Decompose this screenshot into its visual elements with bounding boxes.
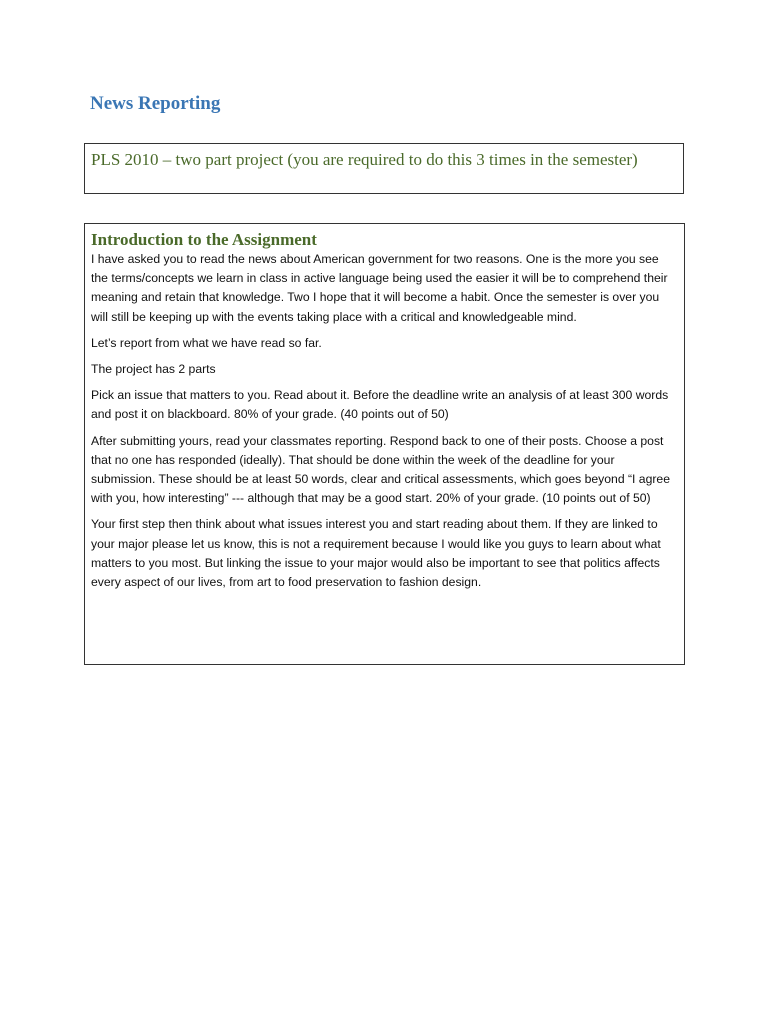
project-box bbox=[84, 143, 684, 194]
paragraph-report: Let’s report from what we have read so far. bbox=[91, 335, 322, 350]
introduction-heading: Introduction to the Assignment bbox=[91, 230, 317, 249]
paragraph-first-step: Your first step then think about what issues interest you and start reading about them. If they are linked to your major please let us know, this is not a requirement because I would like you guys to learn about what matters to you most. But linking the issue to your major would also be important to see that politics affects every aspect of our lives, from art to food preservation to fashion design. bbox=[91, 517, 661, 590]
project-description: PLS 2010 – two part project (you are required to do this 3 times in the semester) bbox=[91, 150, 638, 169]
introduction-box bbox=[84, 223, 685, 665]
paragraph-part-one: Pick an issue that matters to you. Read about it. Before the deadline write an analysis of at least 300 words and post it on blackboard. 80% of your grade. (40 points out of 50) bbox=[91, 388, 669, 422]
paragraph-reasons: I have asked you to read the news about American government for two reasons. One is the more you see the terms/concepts we learn in class in active language being used the easier it will be to comprehend their meaning and retain that knowledge. Two I hope that it will become a habit. Once the semester is over you will still be keeping up with the events taking place with a critical and knowledgeable mind. bbox=[91, 252, 668, 324]
paragraph-parts: The project has 2 parts bbox=[91, 362, 216, 377]
paragraph-part-two: After submitting yours, read your classmates reporting. Respond back to one of their posts. Choose a post that no one has responded (ideally). That should be done within the week of the deadline for your submission. These should be at least 50 words, clear and critical assessments, which goes beyond “I agree with you, how interesting” --- although that may be a good start. 20% of your grade. (10 points out of 50) bbox=[91, 433, 670, 506]
document-title: News Reporting bbox=[90, 93, 221, 114]
